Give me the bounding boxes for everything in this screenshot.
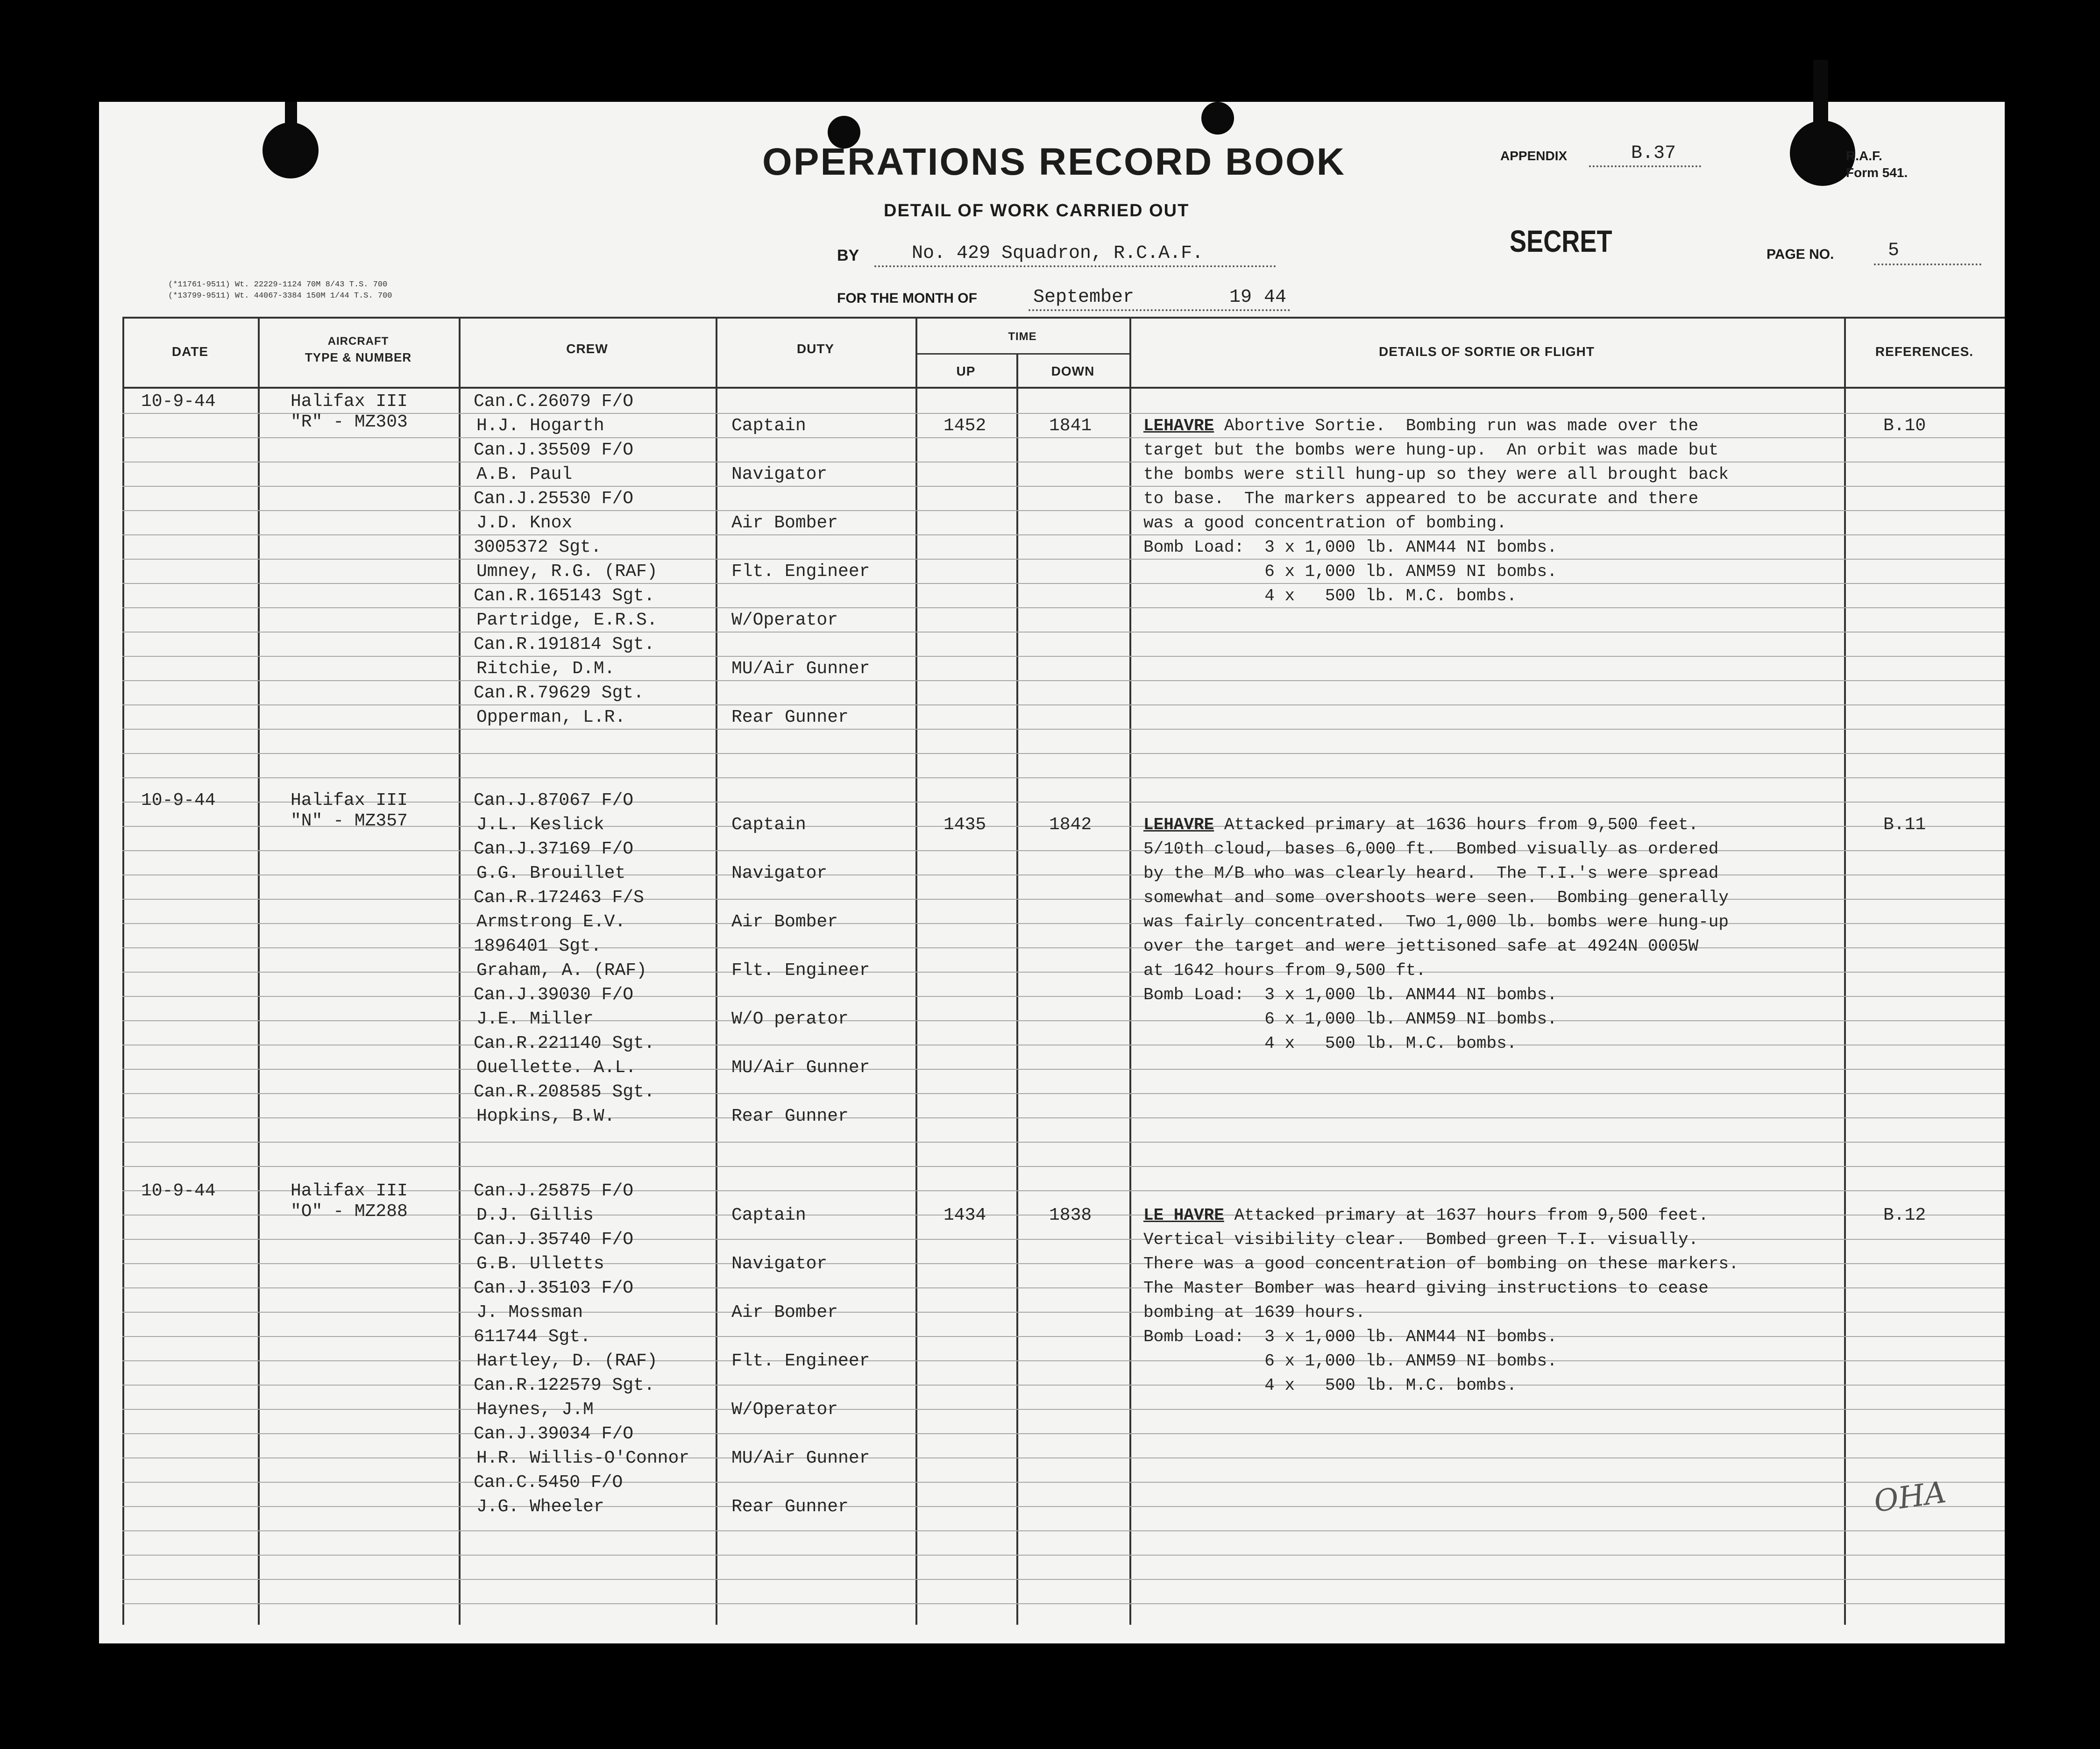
entry-date: 10-9-44	[141, 391, 216, 412]
duty-entry: W/Operator	[731, 610, 838, 630]
crew-entry: Can.C.5450 F/O	[474, 1472, 623, 1493]
detail-line: somewhat and some overshoots were seen. Bombing generally	[1143, 888, 1729, 907]
time-up: 1452	[944, 416, 986, 436]
duty-entry: Flt. Engineer	[731, 1351, 870, 1371]
crew-entry: H.J. Hogarth	[476, 416, 604, 436]
crew-entry: Can.J.35103 F/O	[474, 1278, 634, 1298]
aircraft-type: Halifax III	[291, 790, 408, 811]
crew-entry: Can.J.39030 F/O	[474, 985, 634, 1005]
sortie-table	[122, 317, 2005, 1625]
crew-entry: Graham, A. (RAF)	[476, 960, 647, 981]
duty-entry: MU/Air Gunner	[731, 1058, 870, 1078]
reference: B.10	[1883, 416, 1926, 436]
binding-tab-left	[285, 102, 297, 139]
time-up: 1435	[944, 815, 986, 835]
crew-entry: G.B. Ulletts	[476, 1254, 604, 1274]
duty-list	[731, 789, 870, 1129]
col-down: DOWN	[1051, 364, 1095, 378]
detail-line: was a good concentration of bombing.	[1143, 513, 1507, 533]
officer-signature: OHA	[1872, 1475, 1948, 1520]
crew-entry: J.E. Miller	[476, 1009, 594, 1029]
detail-line: Vertical visibility clear. Bombed green T.I. visually.	[1143, 1230, 1699, 1249]
month-value: September	[1033, 287, 1135, 308]
by-label: BY	[837, 247, 859, 264]
month-label: FOR THE MONTH OF	[837, 291, 977, 306]
aircraft-number: "O" - MZ288	[291, 1202, 408, 1222]
form-title: OPERATIONS RECORD BOOK	[762, 141, 1346, 183]
crew-entry: J. Mossman	[476, 1302, 583, 1322]
detail-line: 4 x 500 lb. M.C. bombs.	[1143, 1376, 1517, 1395]
detail-line: to base. The markers appeared to be accurate and there	[1143, 489, 1699, 508]
crew-entry: Hopkins, B.W.	[476, 1106, 615, 1126]
print-code-2: (*13799-9511) Wt. 44067-3384 150M 1/44 T.S. 700	[168, 292, 392, 300]
detail-line: target but the bombs were hung-up. An orbit was made but	[1143, 441, 1719, 460]
crew-list	[474, 390, 658, 730]
crew-entry: 1896401 Sgt.	[474, 936, 602, 956]
time-up: 1434	[944, 1205, 986, 1225]
crew-entry: Can.J.37169 F/O	[474, 839, 634, 859]
crew-entry: Umney, R.G. (RAF)	[476, 562, 658, 582]
crew-entry: Partridge, E.R.S.	[476, 610, 658, 630]
crew-entry: Can.J.35509 F/O	[474, 440, 634, 460]
col-type-number: TYPE & NUMBER	[305, 350, 412, 364]
crew-entry: J.G. Wheeler	[476, 1497, 604, 1517]
detail-line: 5/10th cloud, bases 6,000 ft. Bombed visually as ordered	[1143, 839, 1719, 859]
aircraft-number: "R" - MZ303	[291, 412, 408, 432]
crew-entry: Can.J.39034 F/O	[474, 1424, 634, 1444]
duty-entry: Air Bomber	[731, 1302, 838, 1322]
crew-entry: J.D. Knox	[476, 513, 573, 533]
duty-entry: Flt. Engineer	[731, 960, 870, 981]
detail-line: Attacked primary at 1637 hours from 9,500 feet.	[1234, 1206, 1709, 1225]
crew-entry: Haynes, J.M	[476, 1400, 594, 1420]
detail-line: 4 x 500 lb. M.C. bombs.	[1143, 586, 1517, 605]
crew-entry: J.L. Keslick	[476, 815, 604, 835]
crew-list	[474, 789, 655, 1129]
crew-entry: Hartley, D. (RAF)	[476, 1351, 658, 1371]
detail-line: Bomb Load: 3 x 1,000 lb. ANM44 NI bombs.	[1143, 538, 1557, 557]
col-references: REFERENCES.	[1875, 344, 1974, 359]
col-details: DETAILS OF SORTIE OR FLIGHT	[1378, 344, 1595, 359]
detail-line: Attacked primary at 1636 hours from 9,500 feet.	[1224, 815, 1699, 834]
form-number-2: Form 541.	[1846, 165, 1908, 180]
target-name: LE HAVRE	[1143, 1206, 1224, 1225]
detail-line: at 1642 hours from 9,500 ft.	[1143, 961, 1426, 980]
crew-entry: Can.J.35740 F/O	[474, 1230, 634, 1250]
crew-entry: D.J. Gillis	[476, 1205, 594, 1225]
crew-entry: Ritchie, D.M.	[476, 659, 615, 679]
duty-entry: Navigator	[731, 464, 828, 484]
record-page	[99, 102, 2005, 1643]
duty-entry: W/O perator	[731, 1009, 849, 1029]
punch-hole-right	[1790, 121, 1855, 186]
crew-entry: Can.R.165143 Sgt.	[474, 586, 655, 606]
crew-entry: H.R. Willis-O'Connor	[476, 1448, 690, 1468]
detail-line: over the target and were jettisoned safe at 4924N 0005W	[1143, 937, 1699, 956]
crew-list	[474, 1179, 689, 1519]
aircraft-type: Halifax III	[291, 391, 408, 412]
crew-entry: 611744 Sgt.	[474, 1327, 591, 1347]
form-number-1: R.A.F.	[1846, 149, 1882, 163]
entry-date: 10-9-44	[141, 1181, 216, 1201]
crew-entry: Can.R.172463 F/S	[474, 888, 644, 908]
detail-line: 4 x 500 lb. M.C. bombs.	[1143, 1034, 1517, 1053]
reference: B.11	[1883, 815, 1926, 835]
secret-stamp: SECRET	[1510, 224, 1612, 258]
detail-line: 6 x 1,000 lb. ANM59 NI bombs.	[1143, 1010, 1557, 1029]
duty-entry: Flt. Engineer	[731, 562, 870, 582]
detail-line: 6 x 1,000 lb. ANM59 NI bombs.	[1143, 562, 1557, 581]
crew-entry: Can.R.191814 Sgt.	[474, 634, 655, 654]
crew-entry: Can.J.87067 F/O	[474, 790, 634, 811]
detail-line: by the M/B who was clearly heard. The T.I.'s were spread	[1143, 864, 1719, 883]
form-subtitle: DETAIL OF WORK CARRIED OUT	[884, 201, 1190, 220]
detail-line: Bomb Load: 3 x 1,000 lb. ANM44 NI bombs.	[1143, 1327, 1557, 1346]
aircraft-number: "N" - MZ357	[291, 811, 408, 831]
detail-line: Abortive Sortie. Bombing run was made over the	[1224, 416, 1699, 435]
col-time: TIME	[1008, 330, 1037, 343]
crew-entry: Can.J.25530 F/O	[474, 489, 634, 509]
appendix-value: B.37	[1631, 143, 1676, 164]
duty-entry: Air Bomber	[731, 513, 838, 533]
year-prefix: 19	[1229, 287, 1252, 308]
crew-entry: G.G. Brouillet	[476, 863, 626, 883]
duty-entry: W/Operator	[731, 1400, 838, 1420]
duty-entry: Navigator	[731, 1254, 828, 1274]
duty-entry: Air Bomber	[731, 912, 838, 932]
duty-entry: Rear Gunner	[731, 707, 849, 727]
detail-line: the bombs were still hung-up so they were all brought back	[1143, 465, 1729, 484]
page-value: 5	[1888, 240, 1900, 261]
print-code-1: (*11761-9511) Wt. 22229-1124 70M 8/43 T.S. 700	[168, 280, 388, 289]
detail-line: There was a good concentration of bombing on these markers.	[1143, 1254, 1739, 1273]
appendix-label: APPENDIX	[1500, 149, 1568, 163]
duty-entry: MU/Air Gunner	[731, 1448, 870, 1468]
duty-entry: Rear Gunner	[731, 1106, 849, 1126]
crew-entry: Can.J.25875 F/O	[474, 1181, 634, 1201]
entry-date: 10-9-44	[141, 790, 216, 811]
time-down: 1838	[1049, 1205, 1092, 1225]
sortie-details	[1143, 813, 1729, 1056]
crew-entry: Can.R.221140 Sgt.	[474, 1033, 655, 1053]
time-down: 1842	[1049, 815, 1092, 835]
duty-list	[731, 390, 870, 730]
duty-entry: Captain	[731, 416, 806, 436]
col-up: UP	[956, 364, 976, 378]
detail-line: 6 x 1,000 lb. ANM59 NI bombs.	[1143, 1351, 1557, 1371]
target-name: LEHAVRE	[1143, 815, 1214, 834]
time-down: 1841	[1049, 416, 1092, 436]
aircraft-type: Halifax III	[291, 1181, 408, 1201]
duty-entry: Navigator	[731, 863, 828, 883]
crew-entry: 3005372 Sgt.	[474, 537, 602, 557]
crew-entry: A.B. Paul	[476, 464, 573, 484]
binding-tab-right	[1813, 60, 1828, 125]
target-name: LEHAVRE	[1143, 416, 1214, 435]
page-label: PAGE NO.	[1767, 247, 1834, 262]
crew-entry: Ouellette. A.L.	[476, 1058, 637, 1078]
col-crew: CREW	[566, 341, 608, 356]
detail-line: The Master Bomber was heard giving instructions to cease	[1143, 1279, 1709, 1298]
col-duty: DUTY	[796, 341, 835, 356]
detail-line: Bomb Load: 3 x 1,000 lb. ANM44 NI bombs.	[1143, 985, 1557, 1004]
year-value: 44	[1264, 287, 1287, 308]
crew-entry: Can.R.208585 Sgt.	[474, 1082, 655, 1102]
squadron-value: No. 429 Squadron, R.C.A.F.	[912, 243, 1204, 264]
col-aircraft: AIRCRAFT	[327, 335, 389, 348]
reference: B.12	[1883, 1205, 1926, 1225]
detail-line: was fairly concentrated. Two 1,000 lb. bombs were hung-up	[1143, 912, 1729, 931]
punch-hole-mid-right	[1201, 102, 1234, 135]
detail-line: bombing at 1639 hours.	[1143, 1303, 1366, 1322]
sortie-details	[1143, 414, 1729, 608]
duty-entry: Captain	[731, 1205, 806, 1225]
crew-entry: Can.R.79629 Sgt.	[474, 683, 644, 703]
duty-entry: MU/Air Gunner	[731, 659, 870, 679]
duty-list	[731, 1179, 870, 1519]
duty-entry: Captain	[731, 815, 806, 835]
crew-entry: Armstrong E.V.	[476, 912, 626, 932]
duty-entry: Rear Gunner	[731, 1497, 849, 1517]
sortie-details	[1143, 1203, 1739, 1398]
crew-entry: Opperman, L.R.	[476, 707, 626, 727]
crew-entry: Can.R.122579 Sgt.	[474, 1375, 655, 1395]
col-date: DATE	[171, 344, 209, 359]
crew-entry: Can.C.26079 F/O	[474, 391, 634, 412]
